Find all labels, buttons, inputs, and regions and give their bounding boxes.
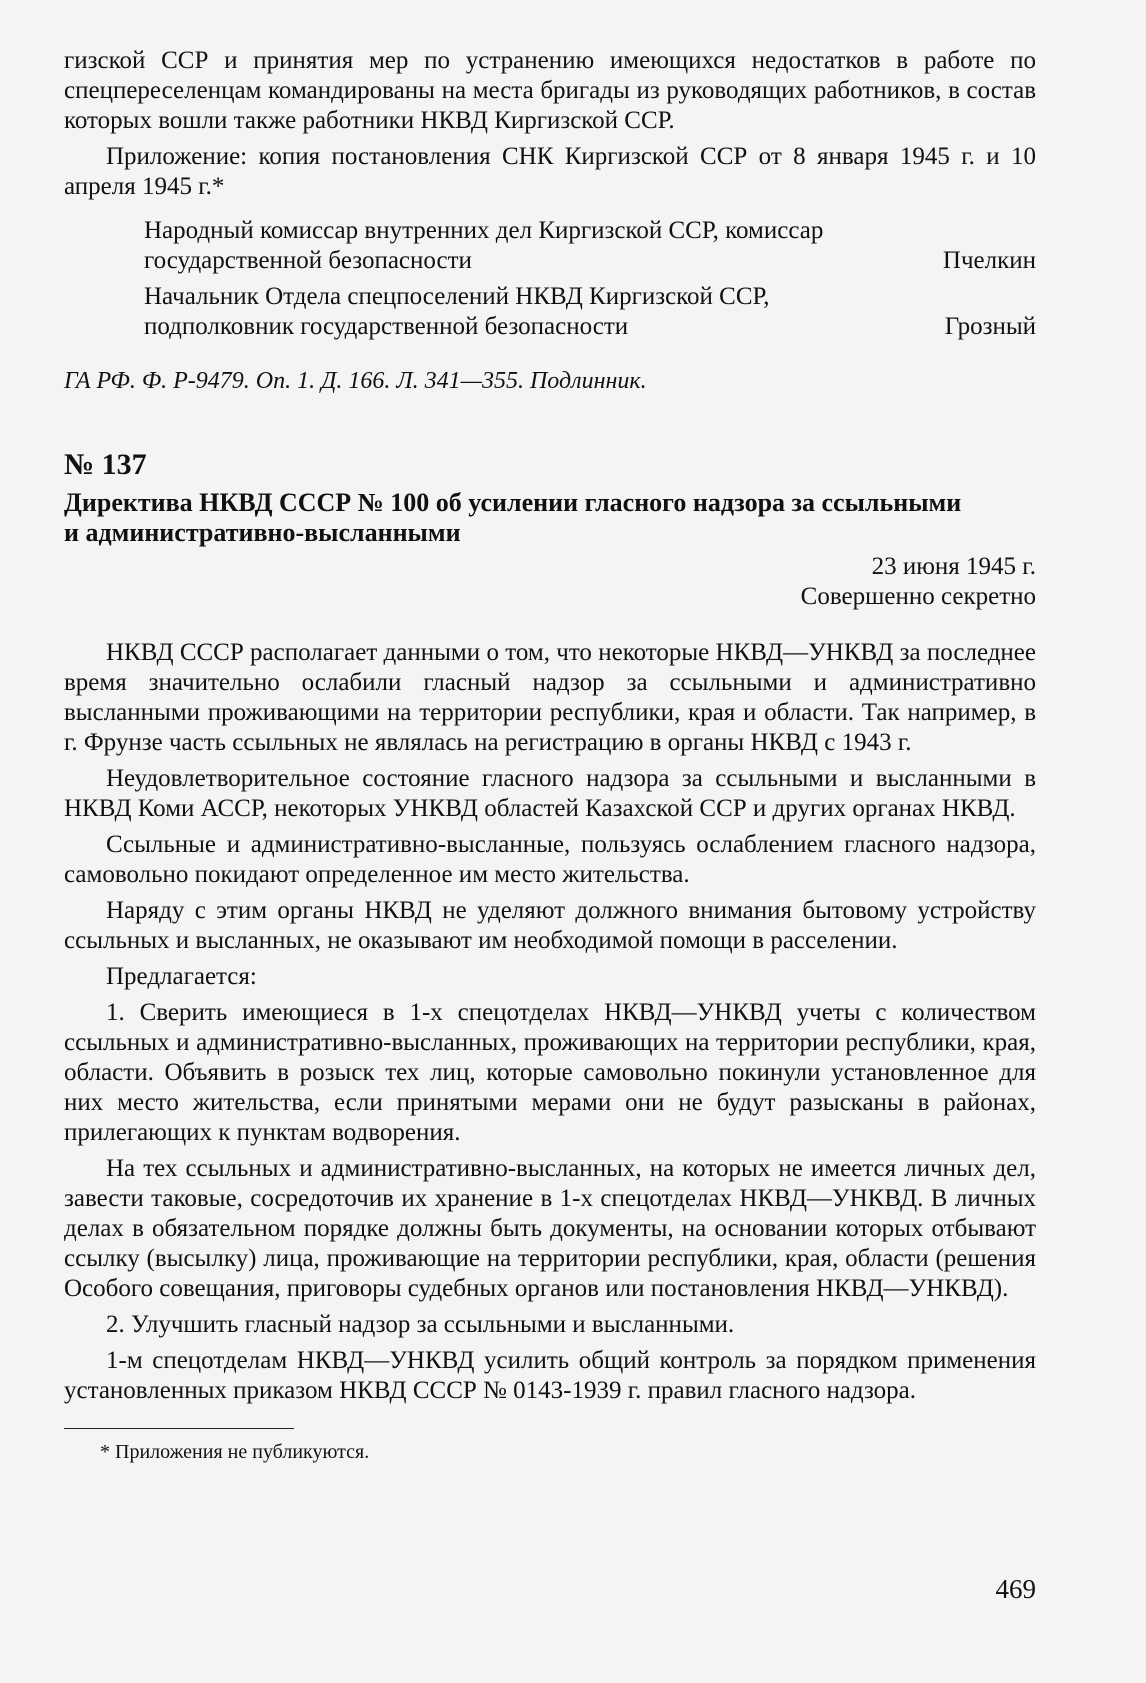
signature-row	[144, 216, 1036, 276]
body-paragraph: 1-м спецотделам НКВД—УНКВД усилить общий контроль за порядком применения установленных приказом НКВД СССР № 0143-1939 г. правил гласного надзора.	[64, 1347, 1036, 1404]
body-paragraph: НКВД СССР располагает данными о том, что некоторые НКВД—УНКВД за последнее время значительно ослабили гласный надзор за ссыльными и административно высланными проживающими на территории республики, края и области. Так например, в г. Фрунзе часть ссыльных не являлась на регистрацию в органы НКВД с 1943 г.	[64, 639, 1036, 756]
date-block	[64, 552, 1036, 612]
body-paragraph: Ссыльные и административно-высланные, пользуясь ослаблением гласного надзора, самовольно покидают определенное им место жительства.	[64, 831, 1036, 888]
appendix-note: Приложение: копия постановления СНК Киргизской ССР от 8 января 1945 г. и 10 апреля 1945 г.*	[64, 143, 1036, 200]
archive-source: ГА РФ. Ф. Р-9479. Оп. 1. Д. 166. Л. 341—355. Подлинник.	[64, 368, 647, 394]
signatory-name: Пчелкин	[942, 247, 1036, 274]
page-number: 469	[995, 1574, 1036, 1604]
document-date: 23 июня 1945 г.	[871, 553, 1036, 580]
signatory-title: Народный комиссар внутренних дел Киргизской ССР, комиссар государственной безопасности	[144, 217, 824, 274]
document-page	[64, 46, 1036, 1646]
classification-mark: Совершенно секретно	[800, 583, 1036, 610]
footnote: * Приложения не публикуются.	[100, 1441, 370, 1463]
body-paragraph: Неудовлетворительное состояние гласного надзора за ссыльными и высланными в НКВД Коми АССР, некоторых УНКВД областей Казахской ССР и других органах НКВД.	[64, 765, 1036, 822]
body-paragraph: Предлагается:	[106, 963, 257, 990]
body-paragraph: На тех ссыльных и административно-высланных, на которых не имеется личных дел, завести таковые, сосредоточив их хранение в 1-х спецотделах НКВД—УНКВД. В личных делах в обязательном порядке должны быть документы, на основании которых отбывают ссылку (высылку) лица, проживающие на территории республики, края, области (решения Особого совещания, приговоры судебных органов или постановления НКВД—УНКВД).	[64, 1155, 1036, 1302]
body-paragraph: Наряду с этим органы НКВД не уделяют должного внимания бытовому устройству ссыльных и высланных, не оказывают им необходимой помощи в расселении.	[64, 897, 1036, 954]
signature-row	[144, 282, 1036, 342]
body-paragraph: 1. Сверить имеющиеся в 1-х спецотделах НКВД—УНКВД учеты с количеством ссыльных и административно-высланных, проживающих на территории республики, края, области. Объявить в розыск тех лиц, которые самовольно покинули установленное для них место жительства, если принятыми мерами они не будут разысканы в районах, прилегающих к пунктам водворения.	[64, 999, 1036, 1146]
signature-block	[64, 216, 1036, 342]
document-number: № 137	[64, 448, 147, 481]
signatory-name: Грозный	[944, 313, 1036, 340]
document-title: Директива НКВД СССР № 100 об усилении гласного надзора за ссыльными и административно-высланными	[64, 488, 962, 547]
continuation-paragraph: гизской ССР и принятия мер по устранению имеющихся недостатков в работе по спецпереселенцам командированы на места бригады из руководящих работников, в состав которых вошли также работники НКВД Киргизской ССР.	[64, 47, 1036, 134]
body-paragraph: 2. Улучшить гласный надзор за ссыльными и высланными.	[106, 1311, 735, 1338]
signatory-title: Начальник Отдела спецпоселений НКВД Киргизской ССР, подполковник государственной безопасности	[144, 283, 770, 340]
footnote-divider	[64, 1428, 294, 1429]
